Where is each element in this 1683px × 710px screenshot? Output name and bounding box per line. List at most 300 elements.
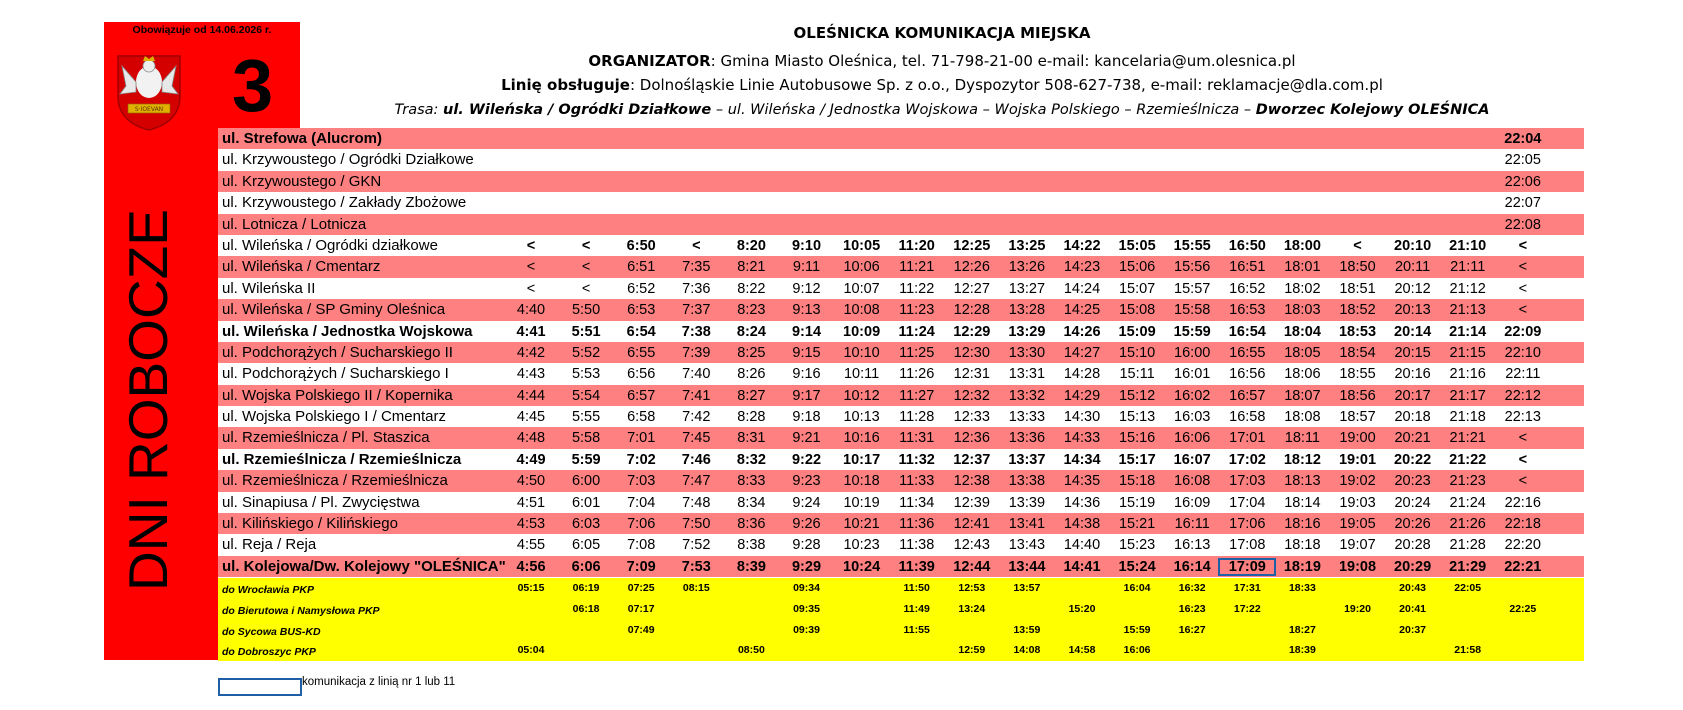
- departure-time: 6:51: [627, 259, 656, 276]
- connection-time: 06:19: [572, 582, 600, 594]
- stop-row: [218, 385, 1584, 406]
- departure-time: 22:16: [1504, 494, 1541, 511]
- departure-time: 9:15: [792, 344, 821, 361]
- departure-time: 22:11: [1505, 366, 1541, 383]
- departure-time: 13:33: [1008, 409, 1046, 426]
- departure-time: 6:50: [626, 237, 656, 254]
- connection-time: 14:08: [1013, 644, 1041, 657]
- stop-row: [218, 492, 1584, 513]
- departure-time: 20:11: [1394, 259, 1431, 276]
- departure-time: 8:20: [736, 237, 766, 254]
- departure-time: 12:43: [953, 537, 990, 554]
- departure-time: 21:22: [1449, 451, 1487, 468]
- departure-time: 17:06: [1229, 516, 1266, 533]
- departure-time: 8:32: [736, 451, 766, 468]
- departure-time: 16:14: [1173, 558, 1211, 575]
- departure-time: 18:13: [1284, 473, 1321, 490]
- departure-time: <: [1518, 430, 1528, 447]
- connection-time: 09:35: [793, 602, 820, 615]
- connection-time: 22:05: [1454, 582, 1482, 594]
- connection-time: 09:39: [793, 623, 820, 636]
- connection-time: 17:22: [1233, 602, 1261, 615]
- stop-row: [218, 149, 1584, 170]
- departure-time: 20:23: [1394, 473, 1431, 490]
- departure-time: 20:26: [1394, 516, 1431, 533]
- connection-time: 05:15: [517, 582, 545, 594]
- departure-time: 11:24: [898, 323, 935, 340]
- departure-time: 10:05: [843, 237, 881, 254]
- departure-time: 21:26: [1449, 516, 1486, 533]
- connection-time: 18:39: [1288, 644, 1316, 657]
- departure-time: 18:16: [1284, 516, 1321, 533]
- departure-time: 10:17: [843, 451, 881, 468]
- connection-time: 14:58: [1068, 644, 1096, 657]
- connection-time: 09:34: [793, 582, 820, 594]
- departure-time: 18:04: [1283, 323, 1321, 340]
- departure-time: 11:34: [899, 494, 935, 511]
- stop-name: ul. Lotnicza / Lotnicza: [222, 215, 367, 233]
- departure-time: 18:02: [1284, 280, 1321, 297]
- departure-time: 4:45: [516, 409, 546, 426]
- organizer-line: [300, 52, 1584, 70]
- departure-time: 5:59: [571, 451, 601, 468]
- stop-name: ul. Wileńska / Jednostka Wojskowa: [222, 322, 473, 340]
- departure-time: <: [526, 237, 536, 254]
- connection-label: do Bierutowa i Namysłowa PKP: [222, 604, 380, 617]
- departure-time: 16:54: [1228, 323, 1266, 340]
- departure-time: 14:22: [1063, 237, 1101, 254]
- departure-time: 6:52: [627, 280, 656, 297]
- departure-time: 9:18: [792, 409, 821, 426]
- departure-time: <: [692, 237, 701, 254]
- departure-time: 12:25: [953, 237, 991, 254]
- departure-time: 15:08: [1118, 302, 1156, 319]
- connection-label: do Wrocławia PKP: [222, 584, 314, 596]
- route-from: ul. Wileńska / Ogródki Działkowe: [443, 102, 712, 118]
- departure-time: 18:14: [1284, 494, 1321, 511]
- city-coat-of-arms-icon: [114, 52, 184, 132]
- departure-time: 13:26: [1008, 259, 1046, 276]
- departure-time: 18:56: [1339, 387, 1376, 404]
- operator-text: : Dolnośląskie Linie Autobusowe Sp. z o.o., Dyspozytor 508-627-738, e-mail: reklamacje@dla.com.pl: [629, 76, 1383, 94]
- departure-time: 4:56: [516, 558, 546, 575]
- departure-time: 20:13: [1394, 302, 1431, 319]
- departure-time: 5:53: [571, 366, 601, 383]
- departure-time: 11:36: [899, 516, 935, 533]
- stop-row: [218, 427, 1584, 448]
- departure-time: 10:18: [843, 473, 880, 490]
- departure-time: 21:12: [1449, 280, 1486, 297]
- departure-time: 19:00: [1339, 430, 1376, 447]
- connection-time: 07:25: [627, 582, 655, 594]
- departure-time: 16:08: [1174, 473, 1211, 490]
- departure-time: 18:08: [1284, 409, 1321, 426]
- connection-time: 16:23: [1178, 602, 1206, 615]
- departure-time: 11:22: [899, 280, 935, 297]
- departure-time: 7:08: [627, 537, 656, 554]
- legend-text: komunikacja z linią nr 1 lub 11: [302, 676, 456, 688]
- departure-time: 15:07: [1118, 280, 1156, 297]
- departure-time: 6:05: [571, 537, 601, 554]
- stop-name: ul. Krzywoustego / GKN: [222, 172, 382, 190]
- departure-time: 12:30: [953, 344, 990, 361]
- stop-name: ul. Rzemieślnicza / Pl. Staszica: [222, 429, 430, 447]
- stop-name: ul. Wojska Polskiego II / Kopernika: [222, 386, 453, 404]
- departure-time: 20:16: [1394, 366, 1431, 383]
- departure-time: 16:01: [1174, 366, 1211, 383]
- departure-time: 14:40: [1063, 537, 1101, 554]
- connection-time: 20:41: [1399, 602, 1427, 615]
- departure-time: 12:41: [953, 516, 990, 533]
- company-title: OLEŚNICKA KOMUNIKACJA MIEJSKA: [793, 24, 1091, 42]
- departure-time: <: [1518, 473, 1528, 490]
- departure-time: 12:37: [953, 451, 991, 468]
- departure-time: 15:10: [1118, 344, 1156, 361]
- departure-time: 6:54: [626, 323, 656, 340]
- departure-time: 4:48: [516, 430, 546, 447]
- departure-time: 7:06: [627, 516, 656, 533]
- departure-time: 17:02: [1228, 451, 1266, 468]
- stop-row: [218, 321, 1584, 342]
- departure-time: 20:18: [1394, 409, 1431, 426]
- departure-time: 15:55: [1173, 237, 1211, 254]
- departure-time: 7:41: [682, 387, 711, 404]
- departure-time: <: [581, 280, 591, 297]
- departure-time: 15:56: [1174, 259, 1211, 276]
- route-middle: – ul. Wileńska / Jednostka Wojskowa – Wojska Polskiego – Rzemieślnicza –: [711, 102, 1256, 118]
- stop-name: ul. Strefowa (Alucrom): [222, 130, 383, 147]
- departure-time: 14:28: [1063, 366, 1101, 383]
- departure-time: 11:26: [899, 366, 935, 383]
- departure-time: 6:01: [571, 494, 601, 511]
- departure-time: 20:29: [1394, 558, 1432, 575]
- departure-time: <: [1518, 451, 1528, 468]
- departure-time: 10:16: [843, 430, 880, 447]
- departure-time: 18:12: [1283, 451, 1321, 468]
- departure-time: 10:08: [843, 302, 880, 319]
- departure-time: 16:50: [1228, 237, 1266, 254]
- departure-time: 11:33: [899, 473, 935, 490]
- departure-time: 14:35: [1063, 473, 1101, 490]
- departure-time: 18:00: [1283, 237, 1321, 254]
- connection-time: 19:20: [1344, 602, 1371, 615]
- departure-time: 13:36: [1008, 430, 1046, 447]
- departure-time: 10:13: [843, 409, 880, 426]
- departure-time: 15:19: [1118, 494, 1156, 511]
- departure-time: 10:06: [843, 259, 880, 276]
- departure-time: 7:45: [682, 430, 711, 447]
- departure-time: 18:54: [1339, 344, 1376, 361]
- route-line: [300, 102, 1584, 118]
- departure-time: 9:16: [792, 366, 821, 383]
- departure-time: 16:11: [1174, 516, 1210, 533]
- departure-time: 16:07: [1173, 451, 1211, 468]
- connection-row: [218, 599, 1584, 620]
- departure-time: 4:51: [516, 494, 546, 511]
- stop-row: [218, 235, 1584, 256]
- departure-time: 21:14: [1449, 323, 1487, 340]
- departure-time: 16:06: [1174, 430, 1211, 447]
- connections-table: [218, 578, 1584, 661]
- connection-time: 07:17: [627, 602, 655, 615]
- departure-time: 19:02: [1339, 473, 1376, 490]
- departure-time: 9:26: [792, 516, 821, 533]
- departure-time: 5:54: [571, 387, 601, 404]
- departure-time: 6:00: [571, 473, 601, 490]
- departure-time: 20:21: [1394, 430, 1431, 447]
- connection-time: 21:58: [1454, 644, 1482, 657]
- departure-time: 21:15: [1449, 344, 1486, 361]
- departure-time: 7:02: [626, 451, 656, 468]
- departure-time: 22:04: [1504, 131, 1542, 147]
- operator-label: Linię obsługuje: [501, 76, 630, 94]
- departure-time: 6:58: [627, 409, 656, 426]
- connection-time: 15:20: [1068, 602, 1096, 615]
- stop-name: ul. Wileńska / Ogródki działkowe: [222, 236, 438, 254]
- departure-time: 20:10: [1394, 237, 1432, 254]
- departure-time: 22:21: [1504, 558, 1542, 575]
- departure-time: 16:09: [1174, 494, 1211, 511]
- stop-row: [218, 470, 1584, 491]
- departure-time: 19:07: [1339, 537, 1376, 554]
- stop-name: ul. Sinapiusa / Pl. Zwycięstwa: [222, 493, 420, 511]
- departure-time: <: [1518, 237, 1528, 254]
- departure-time: 11:20: [898, 237, 935, 254]
- departure-time: 16:57: [1229, 387, 1266, 404]
- departure-time: 20:17: [1394, 387, 1431, 404]
- departure-time: 18:52: [1339, 302, 1376, 319]
- departure-time: 20:15: [1394, 344, 1431, 361]
- departure-time: 12:27: [953, 280, 990, 297]
- departure-time: 19:05: [1339, 516, 1376, 533]
- organizer-label: ORGANIZATOR: [588, 52, 711, 70]
- departure-time: 11:38: [899, 537, 935, 554]
- departure-time: 13:43: [1008, 537, 1046, 554]
- departure-time: 15:13: [1118, 409, 1156, 426]
- departure-time: 11:39: [898, 558, 935, 575]
- connection-row: [218, 640, 1584, 661]
- stop-row: [218, 171, 1584, 192]
- connection-time: 20:43: [1399, 582, 1427, 594]
- legend-swatch: [218, 678, 302, 696]
- departure-time: 10:12: [843, 387, 880, 404]
- departure-time: 13:27: [1008, 280, 1046, 297]
- departure-time: 18:07: [1284, 387, 1321, 404]
- departure-time: 21:24: [1449, 494, 1486, 511]
- stop-row: [218, 192, 1584, 213]
- departure-time: 9:29: [791, 558, 822, 575]
- departure-time: 4:44: [516, 387, 546, 404]
- departure-time: 15:09: [1118, 323, 1156, 340]
- stop-name: ul. Krzywoustego / Zakłady Zbożowe: [222, 194, 467, 212]
- departure-time: 14:33: [1063, 430, 1101, 447]
- departure-time: 7:47: [682, 473, 711, 490]
- departure-time: 21:17: [1449, 387, 1486, 404]
- day-type-label: DNI ROBOCZE: [117, 209, 179, 591]
- departure-time: 16:00: [1174, 344, 1211, 361]
- departure-time: <: [526, 259, 536, 276]
- departure-time: 22:08: [1504, 216, 1541, 233]
- departure-time: 4:42: [516, 344, 546, 361]
- departure-time: 11:32: [898, 451, 935, 468]
- departure-time: 9:28: [792, 537, 821, 554]
- departure-time: 13:28: [1008, 302, 1046, 319]
- departure-time: 10:11: [843, 366, 880, 383]
- connection-row: [218, 578, 1584, 599]
- departure-time: 13:29: [1008, 323, 1046, 340]
- connection-time: 16:06: [1123, 644, 1151, 657]
- departure-time: 21:29: [1449, 558, 1487, 575]
- departure-time: 22:13: [1504, 409, 1541, 426]
- departure-time: 16:58: [1229, 409, 1266, 426]
- stop-row: [218, 363, 1584, 384]
- departure-time: 16:03: [1174, 409, 1211, 426]
- departure-time: 16:52: [1229, 280, 1266, 297]
- departure-time: 9:14: [791, 323, 822, 340]
- departure-time: 18:18: [1284, 537, 1321, 554]
- departure-time: 9:10: [791, 237, 822, 254]
- departure-time: 21:10: [1449, 237, 1487, 254]
- connection-time: 11:50: [903, 582, 930, 594]
- departure-time: 12:26: [953, 259, 990, 276]
- departure-time: 4:55: [516, 537, 546, 554]
- departure-time: 21:13: [1449, 302, 1486, 319]
- stop-name: ul. Kolejowa/Dw. Kolejowy "OLEŚNICA": [222, 557, 506, 575]
- departure-time: 7:46: [681, 451, 711, 468]
- departure-time: <: [581, 259, 591, 276]
- departure-time: 18:01: [1284, 259, 1321, 276]
- departure-time: 7:09: [626, 558, 656, 575]
- departure-time: 18:05: [1284, 344, 1321, 361]
- departure-time: 8:23: [737, 302, 766, 319]
- departure-time: <: [1518, 280, 1528, 297]
- departure-time: 8:25: [737, 344, 766, 361]
- departure-time: 12:36: [953, 430, 990, 447]
- departure-time: 17:03: [1229, 473, 1266, 490]
- connection-label: do Sycowa BUS-KD: [222, 625, 321, 638]
- departure-time: 11:28: [899, 409, 935, 426]
- departure-time: 13:31: [1008, 366, 1046, 383]
- departure-time: 8:36: [737, 516, 766, 533]
- departure-time: 13:39: [1008, 494, 1046, 511]
- departure-time: 11:27: [899, 387, 935, 404]
- departure-time: 19:08: [1338, 558, 1377, 575]
- departure-time: 21:18: [1449, 409, 1486, 426]
- departure-time: 16:55: [1229, 344, 1266, 361]
- departure-time: 12:39: [953, 494, 990, 511]
- departure-time: 10:21: [843, 516, 880, 533]
- departure-time: 8:31: [737, 430, 766, 447]
- departure-time: 9:13: [792, 302, 821, 319]
- stop-row: [218, 513, 1584, 534]
- departure-time: 16:56: [1229, 366, 1266, 383]
- connection-time: 20:37: [1399, 623, 1427, 636]
- stop-name: ul. Krzywoustego / Ogródki Działkowe: [222, 151, 474, 169]
- departure-time: 18:51: [1339, 280, 1376, 297]
- departure-time: 7:39: [682, 344, 711, 361]
- connection-time: 12:53: [958, 582, 986, 594]
- departure-time: 22:10: [1504, 344, 1541, 361]
- departure-time: 21:21: [1449, 430, 1486, 447]
- departure-time: 12:31: [953, 366, 990, 383]
- stop-row: [218, 534, 1584, 555]
- timetable: [218, 128, 1584, 577]
- connection-time: 13:57: [1013, 582, 1041, 594]
- departure-time: 7:36: [682, 280, 711, 297]
- stop-row: [218, 128, 1584, 149]
- departure-time: 14:25: [1063, 302, 1101, 319]
- departure-time: 14:30: [1063, 409, 1101, 426]
- departure-time: 15:58: [1174, 302, 1211, 319]
- departure-time: 13:44: [1008, 558, 1046, 575]
- departure-time: 7:04: [627, 494, 656, 511]
- departure-time: 5:55: [571, 409, 601, 426]
- departure-time: 18:57: [1339, 409, 1376, 426]
- departure-time: 14:23: [1063, 259, 1101, 276]
- stop-row: [218, 449, 1584, 470]
- departure-time: 13:41: [1008, 516, 1046, 533]
- departure-time: 12:29: [953, 323, 991, 340]
- departure-time: 18:11: [1284, 430, 1320, 447]
- departure-time: 5:51: [571, 323, 601, 340]
- departure-time: 11:25: [899, 344, 935, 361]
- route-label: Trasa:: [394, 102, 439, 118]
- connection-time: 12:59: [958, 644, 986, 657]
- connection-time: 16:32: [1178, 582, 1206, 594]
- departure-time: <: [1518, 302, 1528, 319]
- departure-time: 17:04: [1229, 494, 1266, 511]
- line-number: 3: [232, 44, 274, 127]
- departure-time: 4:53: [516, 516, 546, 533]
- departure-time: 9:11: [792, 259, 821, 276]
- stop-name: ul. Podchorążych / Sucharskiego I: [222, 365, 449, 383]
- connection-time: 22:25: [1509, 602, 1537, 615]
- departure-time: 12:44: [953, 558, 991, 575]
- departure-time: 4:43: [516, 366, 546, 383]
- departure-time: 7:48: [682, 494, 711, 511]
- departure-time: 15:21: [1118, 516, 1156, 533]
- stop-name: ul. Wileńska II: [222, 279, 316, 297]
- stop-row: [218, 406, 1584, 427]
- departure-time: 12:32: [953, 387, 990, 404]
- stop-row: [218, 214, 1584, 235]
- connection-time: 11:49: [903, 602, 930, 615]
- departure-time: 12:38: [953, 473, 990, 490]
- departure-time: 20:22: [1394, 451, 1432, 468]
- departure-time: <: [526, 280, 536, 297]
- connection-time: 18:33: [1288, 582, 1316, 594]
- departure-time: 7:38: [681, 323, 711, 340]
- departure-time: 18:53: [1338, 323, 1377, 340]
- departure-time: 18:55: [1339, 366, 1376, 383]
- connection-time: 06:18: [572, 602, 600, 615]
- departure-time: 22:18: [1504, 516, 1541, 533]
- departure-time: 15:12: [1118, 387, 1156, 404]
- stop-name: ul. Wojska Polskiego I / Cmentarz: [222, 408, 446, 426]
- departure-time: 11:21: [899, 259, 935, 276]
- departure-time: 8:21: [737, 259, 766, 276]
- departure-time: 7:42: [682, 409, 711, 426]
- stop-row: [218, 342, 1584, 363]
- departure-time: 5:52: [571, 344, 601, 361]
- departure-time: 12:28: [953, 302, 990, 319]
- departure-time: 16:51: [1229, 259, 1266, 276]
- connection-time: 16:27: [1178, 623, 1206, 636]
- departure-time: 8:26: [737, 366, 766, 383]
- departure-time: 10:19: [843, 494, 880, 511]
- departure-time: 15:24: [1118, 558, 1156, 575]
- departure-time: 4:41: [516, 323, 546, 340]
